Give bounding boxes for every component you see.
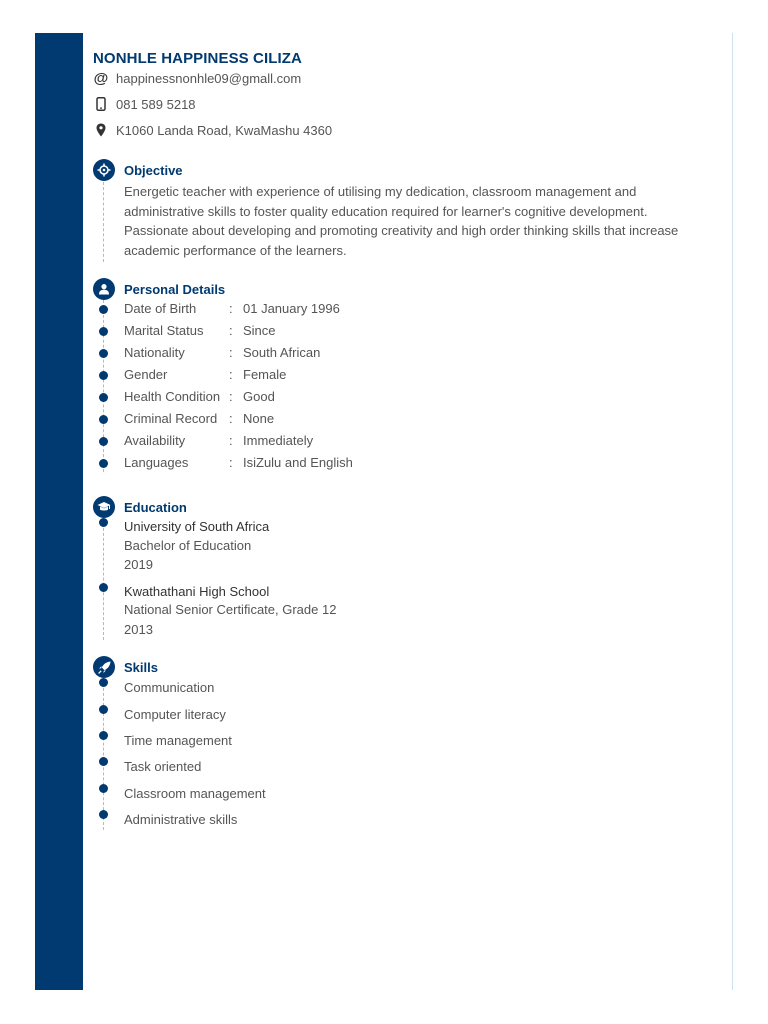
objective-line: Passionate about developing and promoting creativity and high order thinking skills that increase [124, 223, 679, 238]
timeline-dot [99, 678, 108, 687]
detail-separator: : [229, 389, 233, 404]
address-row [93, 120, 332, 140]
skill-item: Communication [124, 680, 215, 695]
timeline-dot [99, 349, 108, 358]
timeline-dot [99, 518, 108, 527]
detail-separator: : [229, 367, 233, 382]
detail-label: Health Condition [124, 389, 221, 404]
education-timeline [103, 518, 104, 640]
skill-item: Computer literacy [124, 707, 226, 722]
detail-value: 01 January 1996 [243, 301, 340, 316]
timeline-dot [99, 393, 108, 402]
email-row [93, 68, 301, 88]
skills-heading: Skills [124, 660, 158, 675]
phone-text: 081 589 5218 [116, 96, 196, 112]
email-text: happinessnonhle09@gmall.com [116, 70, 302, 86]
right-border-rule [732, 33, 733, 990]
detail-label: Marital Status [124, 323, 204, 338]
phone-row [93, 94, 196, 114]
personal-row [124, 323, 276, 343]
detail-value: Good [243, 389, 275, 404]
detail-label: Gender [124, 367, 168, 382]
objective-line: academic performance of the learners. [124, 242, 347, 258]
detail-label: Languages [124, 455, 189, 470]
timeline-dot [99, 371, 108, 380]
detail-value: South African [243, 345, 321, 360]
detail-label: Availability [124, 433, 186, 448]
objective-line: administrative skills to foster quality education required for learner's cognitive development. [124, 203, 648, 219]
target-icon [93, 159, 115, 181]
skill-item: Administrative skills [124, 812, 238, 827]
phone-icon [93, 96, 109, 112]
candidate-name: NONHLE HAPPINESS CILIZA [93, 50, 302, 67]
education-institution: University of South Africa [124, 519, 270, 534]
education-qualification: National Senior Certificate, Grade 12 [124, 602, 337, 617]
skill-item: Time management [124, 733, 232, 748]
personal-row [124, 433, 313, 453]
personal-row [124, 345, 320, 365]
detail-separator: : [229, 455, 233, 470]
detail-value: None [243, 411, 275, 426]
timeline-dot [99, 459, 108, 468]
timeline-dot [99, 784, 108, 793]
detail-value: Since [243, 323, 276, 338]
timeline-dot [99, 757, 108, 766]
personal-row [124, 389, 275, 409]
detail-separator: : [229, 433, 233, 448]
personal-details-heading: Personal Details [124, 282, 226, 297]
education-year: 2019 [124, 557, 153, 572]
detail-label: Date of Birth [124, 301, 197, 316]
education-institution: Kwathathani High School [124, 584, 270, 599]
at-icon: @ [93, 69, 109, 87]
detail-separator: : [229, 323, 233, 338]
user-icon [93, 278, 115, 300]
detail-value: Female [243, 367, 287, 382]
timeline-dot [99, 810, 108, 819]
timeline-dot [99, 437, 108, 446]
education-heading: Education [124, 500, 187, 515]
detail-label: Criminal Record [124, 411, 218, 426]
personal-row [124, 455, 353, 475]
education-year: 2013 [124, 622, 153, 637]
personal-row [124, 411, 274, 431]
timeline-dot [99, 583, 108, 592]
objective-line: Energetic teacher with experience of utilising my dedication, classroom management and [124, 184, 637, 199]
timeline-dot [99, 327, 108, 336]
map-pin-icon [93, 122, 109, 138]
education-qualification: Bachelor of Education [124, 538, 252, 553]
detail-value: Immediately [243, 433, 314, 448]
detail-separator: : [229, 345, 233, 360]
timeline-dot [99, 705, 108, 714]
rocket-icon [93, 656, 115, 678]
personal-row [124, 367, 286, 387]
objective-heading: Objective [124, 163, 183, 178]
objective-text [124, 182, 714, 260]
address-text: K1060 Landa Road, KwaMashu 4360 [116, 122, 333, 138]
detail-value: IsiZulu and English [243, 455, 353, 470]
graduation-cap-icon [93, 496, 115, 518]
detail-separator: : [229, 411, 233, 426]
timeline-dot [99, 731, 108, 740]
detail-label: Nationality [124, 345, 185, 360]
personal-timeline [103, 300, 104, 472]
skills-timeline [103, 678, 104, 830]
timeline-dot [99, 415, 108, 424]
skill-item: Classroom management [124, 786, 266, 801]
sidebar-band [35, 33, 83, 990]
objective-timeline [103, 182, 104, 262]
timeline-dot [99, 305, 108, 314]
detail-separator: : [229, 301, 233, 316]
personal-row [124, 301, 340, 321]
skill-item: Task oriented [124, 759, 202, 774]
